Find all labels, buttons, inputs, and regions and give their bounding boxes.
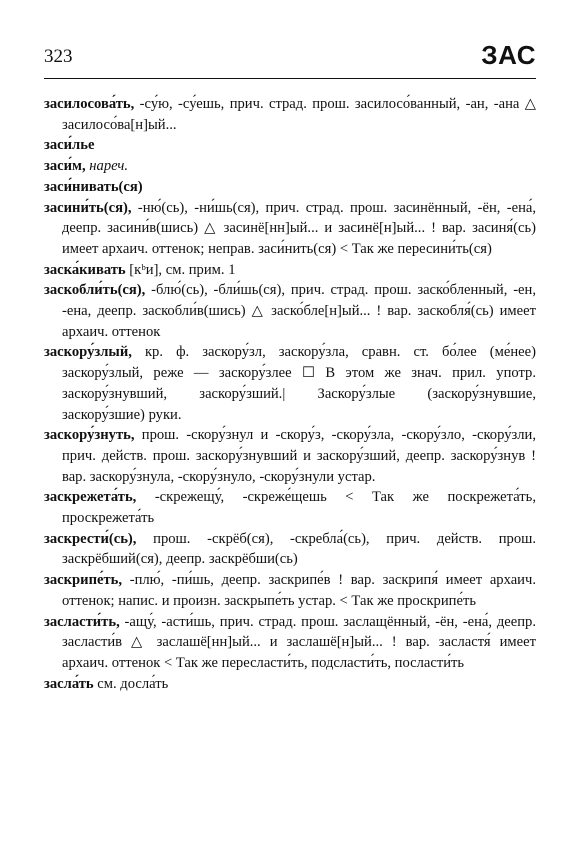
entry-body: -блю́(сь), -бли́шь(ся), прич. страд. прош. заско́бленный, -ен, -ена, деепр. заскобли́в(шись) △ заско́бле[н]ый... ! вар. заскобля́(сь) имеет архаич. оттенок (62, 282, 536, 340)
entry-zasilye (44, 135, 536, 156)
running-head: ЗАС (481, 40, 536, 70)
headword: заскрежета́ть, (44, 489, 137, 506)
entry-zaslat (44, 674, 536, 695)
page-header (44, 38, 536, 79)
entry-body: -скрежещу́, -скреже́щешь < Так же поскрежета́ть, проскрежета́ть (62, 489, 536, 527)
headword: заскрипе́ть, (44, 572, 122, 589)
entry-body: -плю́, -пи́шь, деепр. заскрипе́в ! вар. заскрипя́ имеет архаич. оттенок; напис. и произн. заскрыпе́ть устар. < Так же проскрипе́ть (62, 572, 536, 609)
entry-body: прош. -скору́знул и -скору́з, -скору́зла, -скору́зло, -скору́зли, прич. действ. прош. заскору́знувший и заскору́зший, деепр. заскору́знув ! вар. заскору́знула, -скору́знуло, -скору́знули устар. (62, 427, 536, 485)
entry-zaskresti (44, 529, 536, 570)
entry-body: -ню́(сь), -ни́шь(ся), прич. страд. прош. засинённый, -ён, -ена́, деепр. засини́в(шись) △ засинё[нн]ый... и засинё[н]ый... ! вар. засиня́(сь) имеет архаич. оттенок; неправ. заси́нить(ся) < Так же пересини́ть(ся) (62, 199, 537, 257)
headword: заси́нивать(ся) (44, 178, 143, 195)
headword: заси́лье (44, 137, 95, 154)
entry-zasilosovat (44, 94, 536, 135)
headword: засла́ть (44, 675, 94, 692)
entry-zaskoruznut (44, 425, 536, 487)
entry-body: -су́ю, -су́ешь, прич. страд. прош. засилосо́ванный, -ан, -ана △ засилосо́ва[н]ый... (62, 96, 536, 133)
entry-zaskoruzly (44, 342, 536, 425)
page-number: 323 (44, 46, 73, 67)
entry-body: кр. ф. заскору́зл, заскору́зла, сравн. ст. бо́лее (ме́нее) заскору́злый, реже — заскору́злее ☐ В этом же знач. прил. употр. заскору́знувший, заскору́зший.| Заскору́злые (заскору́знувшие, заскору́зшие) руки. (62, 344, 536, 423)
headword: засилосова́ть, (44, 96, 135, 112)
entry-zaskoblit (44, 280, 536, 342)
headword: заска́кивать (44, 261, 126, 278)
entry-body: см. досла́ть (97, 675, 169, 692)
entry-zasinivat (44, 177, 536, 198)
entry-body: прош. -скрёб(ся), -скребла́(сь), прич. действ. прош. заскрёбший(ся), деепр. заскрёбши(сь) (62, 530, 536, 568)
headword: засласти́ть, (44, 613, 120, 630)
entry-body: [кᵇи], см. прим. 1 (129, 261, 236, 278)
entry-zasim (44, 156, 536, 177)
entry-body: нареч. (89, 158, 129, 175)
entry-zaskripet (44, 570, 536, 611)
headword: заскобли́ть(ся), (44, 282, 146, 299)
entry-zaslastit (44, 612, 536, 674)
headword: засини́ть(ся), (44, 199, 132, 216)
headword: заскрести́(сь), (44, 530, 137, 547)
headword: заси́м, (44, 158, 86, 175)
headword: заскору́злый, (44, 344, 132, 361)
entry-zaskrezhetat (44, 487, 536, 528)
entry-body: -ащу́, -асти́шь, прич. страд. прош. заслащённый, -ён, -ена́, деепр. засласти́в △ заслашё[нн]ый... и заслашё[н]ый... ! вар. засластя́ имеет архаич. оттенок < Так же пересласти́ть, подсласти́ть, посласти́ть (62, 613, 536, 671)
headword: заскору́знуть, (44, 427, 135, 444)
entry-zasinit (44, 198, 536, 260)
entry-zaskakivat (44, 260, 536, 281)
dictionary-entries (44, 94, 536, 694)
